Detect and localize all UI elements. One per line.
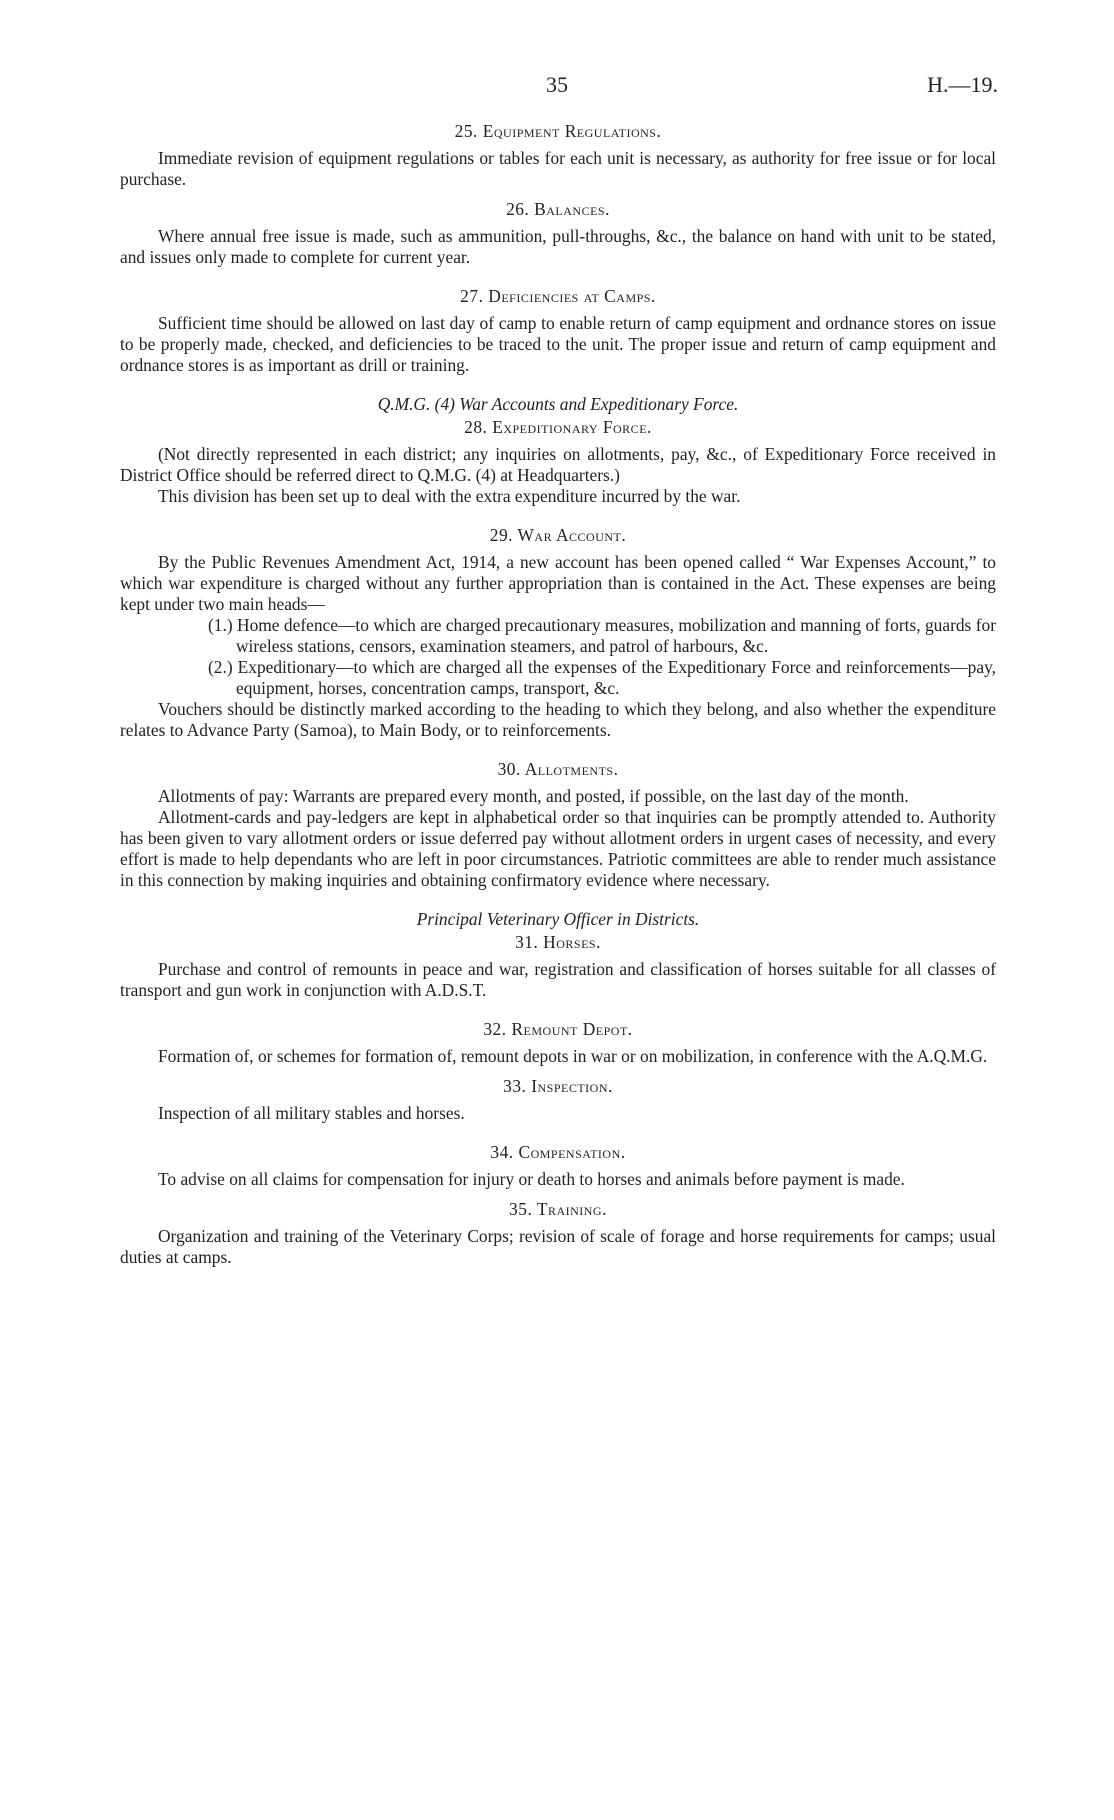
- section-25-text: Immediate revision of equipment regulations or tables for each unit is necessary, as authority for free issue or for local purchase.: [120, 148, 996, 189]
- section-28-text-2: This division has been set up to deal with the extra expenditure incurred by the war.: [158, 486, 741, 506]
- section-31-text: Purchase and control of remounts in peace and war, registration and classification of horses suitable for all classes of transport and gun work in conjunction with A.D.S.T.: [120, 959, 996, 1000]
- section-30-text-1: Allotments of pay: Warrants are prepared every month, and posted, if possible, on the last day of the month.: [158, 786, 909, 806]
- section-32-text: Formation of, or schemes for formation of, remount depots in war or on mobilization, in conference with the A.Q.M.G.: [158, 1046, 988, 1066]
- pvo-division-title: Principal Veterinary Officer in Districts.: [416, 909, 700, 929]
- section-35-text: Organization and training of the Veterinary Corps; revision of scale of forage and horse requirements for camps; usual duties at camps.: [120, 1226, 996, 1267]
- section-33-text: Inspection of all military stables and horses.: [158, 1103, 465, 1123]
- section-34-heading: 34. Compensation.: [490, 1142, 626, 1162]
- section-29-heading: 29. War Account.: [489, 525, 627, 545]
- section-34-text: To advise on all claims for compensation for injury or death to horses and animals before payment is made.: [158, 1169, 905, 1189]
- section-28-heading: 28. Expeditionary Force.: [464, 417, 652, 437]
- document-body: [120, 121, 996, 1268]
- section-25-heading: 25. Equipment Regulations.: [454, 121, 662, 141]
- section-29-text-1: By the Public Revenues Amendment Act, 1914, a new account has been opened called “ War Expenses Account,” to which war expenditure is charged without any further appropriation than is contained in the Act. These expenses are being kept under two main heads—: [120, 552, 996, 614]
- page-number: 35: [546, 72, 568, 97]
- section-26-heading: 26. Balances.: [506, 199, 610, 219]
- section-33-heading: 33. Inspection.: [503, 1076, 613, 1096]
- section-31-heading: 31. Horses.: [515, 932, 601, 952]
- section-30-heading: 30. Allotments.: [497, 759, 619, 779]
- section-26-text: Where annual free issue is made, such as ammunition, pull-throughs, &c., the balance on hand with unit to be stated, and issues only made to complete for current year.: [120, 226, 996, 267]
- section-29-text-2: Vouchers should be distinctly marked according to the heading to which they belong, and also whether the expenditure relates to Advance Party (Samoa), to Main Body, or to reinforcements.: [120, 699, 996, 740]
- document-reference: H.—19.: [927, 72, 998, 97]
- section-29-item-1: (1.) Home defence—to which are charged precautionary measures, mobilization and manning of forts, guards for wireless stations, censors, examination steamers, and patrol of harbours, &c.: [208, 615, 996, 656]
- section-27-heading: 27. Deficiencies at Camps.: [460, 286, 656, 306]
- section-28-text-1: (Not directly represented in each district; any inquiries on allotments, pay, &c., of Expeditionary Force received in District Office should be referred direct to Q.M.G. (4) at Headquarters.): [120, 444, 996, 485]
- section-32-heading: 32. Remount Depot.: [483, 1019, 633, 1039]
- section-29-item-2: (2.) Expeditionary—to which are charged all the expenses of the Expeditionary Force and reinforcements—pay, equipment, horses, concentration camps, transport, &c.: [208, 657, 996, 698]
- section-30-text-2: Allotment-cards and pay-ledgers are kept in alphabetical order so that inquiries can be promptly attended to. Authority has been given to vary allotment orders or issue deferred pay without allotment orders in urgent cases of necessity, and every effort is made to help dependants who are left in poor circumstances. Patriotic committees are able to render much assistance in this connection by making inquiries and obtaining confirmatory evidence where necessary.: [120, 807, 996, 890]
- section-35-heading: 35. Training.: [509, 1199, 607, 1219]
- qmg-division-title: Q.M.G. (4) War Accounts and Expeditionary Force.: [377, 394, 739, 414]
- section-27-text: Sufficient time should be allowed on last day of camp to enable return of camp equipment and ordnance stores on issue to be properly made, checked, and deficiencies to be traced to the unit. The proper issue and return of camp equipment and ordnance stores is as important as drill or training.: [120, 313, 996, 375]
